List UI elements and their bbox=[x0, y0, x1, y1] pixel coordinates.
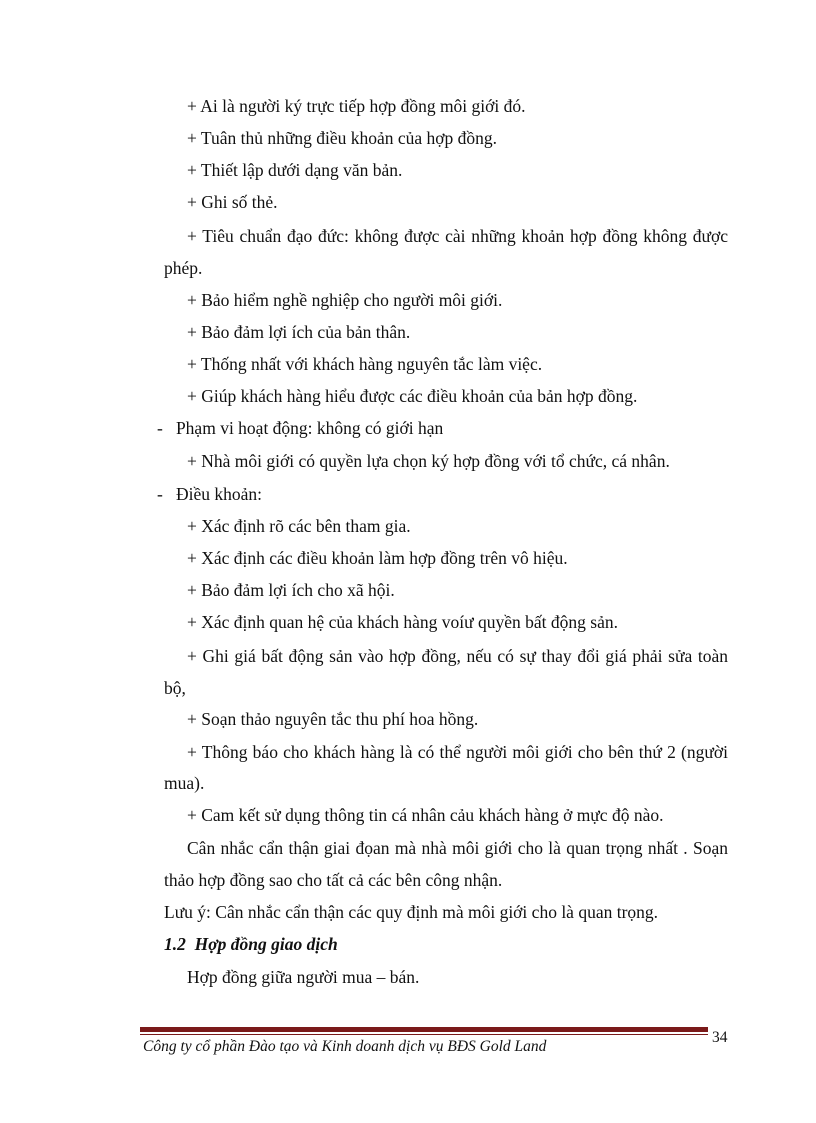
body-line: thảo hợp đồng sao cho tất cả các bên công nhận. bbox=[164, 870, 503, 890]
body-line: + Bảo đảm lợi ích cho xã hội. bbox=[187, 580, 395, 600]
body-line: Cân nhắc cẩn thận giai đọan mà nhà môi giới cho là quan trọng nhất . Soạn bbox=[187, 838, 728, 858]
body-line: Lưu ý: Cân nhắc cẩn thận các quy định mà môi giới cho là quan trọng. bbox=[164, 902, 659, 922]
body-line: + Tuân thủ những điều khoản của hợp đồng. bbox=[187, 128, 498, 148]
body-line: + Ghi giá bất động sản vào hợp đồng, nếu có sự thay đổi giá phải sửa toàn bbox=[187, 646, 728, 666]
dash-item: - Phạm vi hoạt động: không có giới hạn bbox=[157, 418, 444, 438]
body-line: Hợp đồng giữa người mua – bán. bbox=[187, 967, 420, 987]
body-line: + Bảo đảm lợi ích của bản thân. bbox=[187, 322, 411, 342]
body-line: + Xác định quan hệ của khách hàng voíư quyền bất động sản. bbox=[187, 612, 618, 632]
body-line: bộ, bbox=[164, 678, 186, 698]
body-line: + Thống nhất với khách hàng nguyên tắc làm việc. bbox=[187, 354, 543, 374]
body-line: + Thông báo cho khách hàng là có thể người môi giới cho bên thứ 2 (người bbox=[187, 742, 728, 762]
body-line: + Giúp khách hàng hiểu được các điều khoản của bản hợp đồng. bbox=[187, 386, 638, 406]
body-line: + Bảo hiểm nghề nghiệp cho người môi giới. bbox=[187, 290, 503, 310]
body-line: phép. bbox=[164, 258, 203, 278]
body-line: mua). bbox=[164, 773, 205, 793]
section-heading: 1.2 Hợp đồng giao dịch bbox=[164, 934, 338, 954]
body-line: + Tiêu chuẩn đạo đức: không được cài những khoản hợp đồng không được bbox=[187, 226, 728, 246]
body-line: + Nhà môi giới có quyền lựa chọn ký hợp đồng với tổ chức, cá nhân. bbox=[187, 451, 670, 471]
body-line: + Ai là người ký trực tiếp hợp đồng môi giới đó. bbox=[187, 96, 526, 116]
body-line: + Ghi số thẻ. bbox=[187, 192, 278, 212]
page-number: 34 bbox=[712, 1029, 728, 1046]
body-line: + Soạn thảo nguyên tắc thu phí hoa hồng. bbox=[187, 709, 479, 729]
body-line: + Xác định rõ các bên tham gia. bbox=[187, 516, 411, 536]
dash-item: - Điều khoản: bbox=[157, 484, 262, 504]
body-line: + Thiết lập dưới dạng văn bản. bbox=[187, 160, 403, 180]
body-line: + Xác định các điều khoản làm hợp đồng trên vô hiệu. bbox=[187, 548, 568, 568]
footer-company: Công ty cổ phần Đào tạo và Kinh doanh dịch vụ BĐS Gold Land bbox=[143, 1038, 547, 1055]
footer-divider bbox=[140, 1027, 708, 1035]
body-line: + Cam kết sử dụng thông tin cá nhân cảu khách hàng ở mực độ nào. bbox=[187, 805, 664, 825]
